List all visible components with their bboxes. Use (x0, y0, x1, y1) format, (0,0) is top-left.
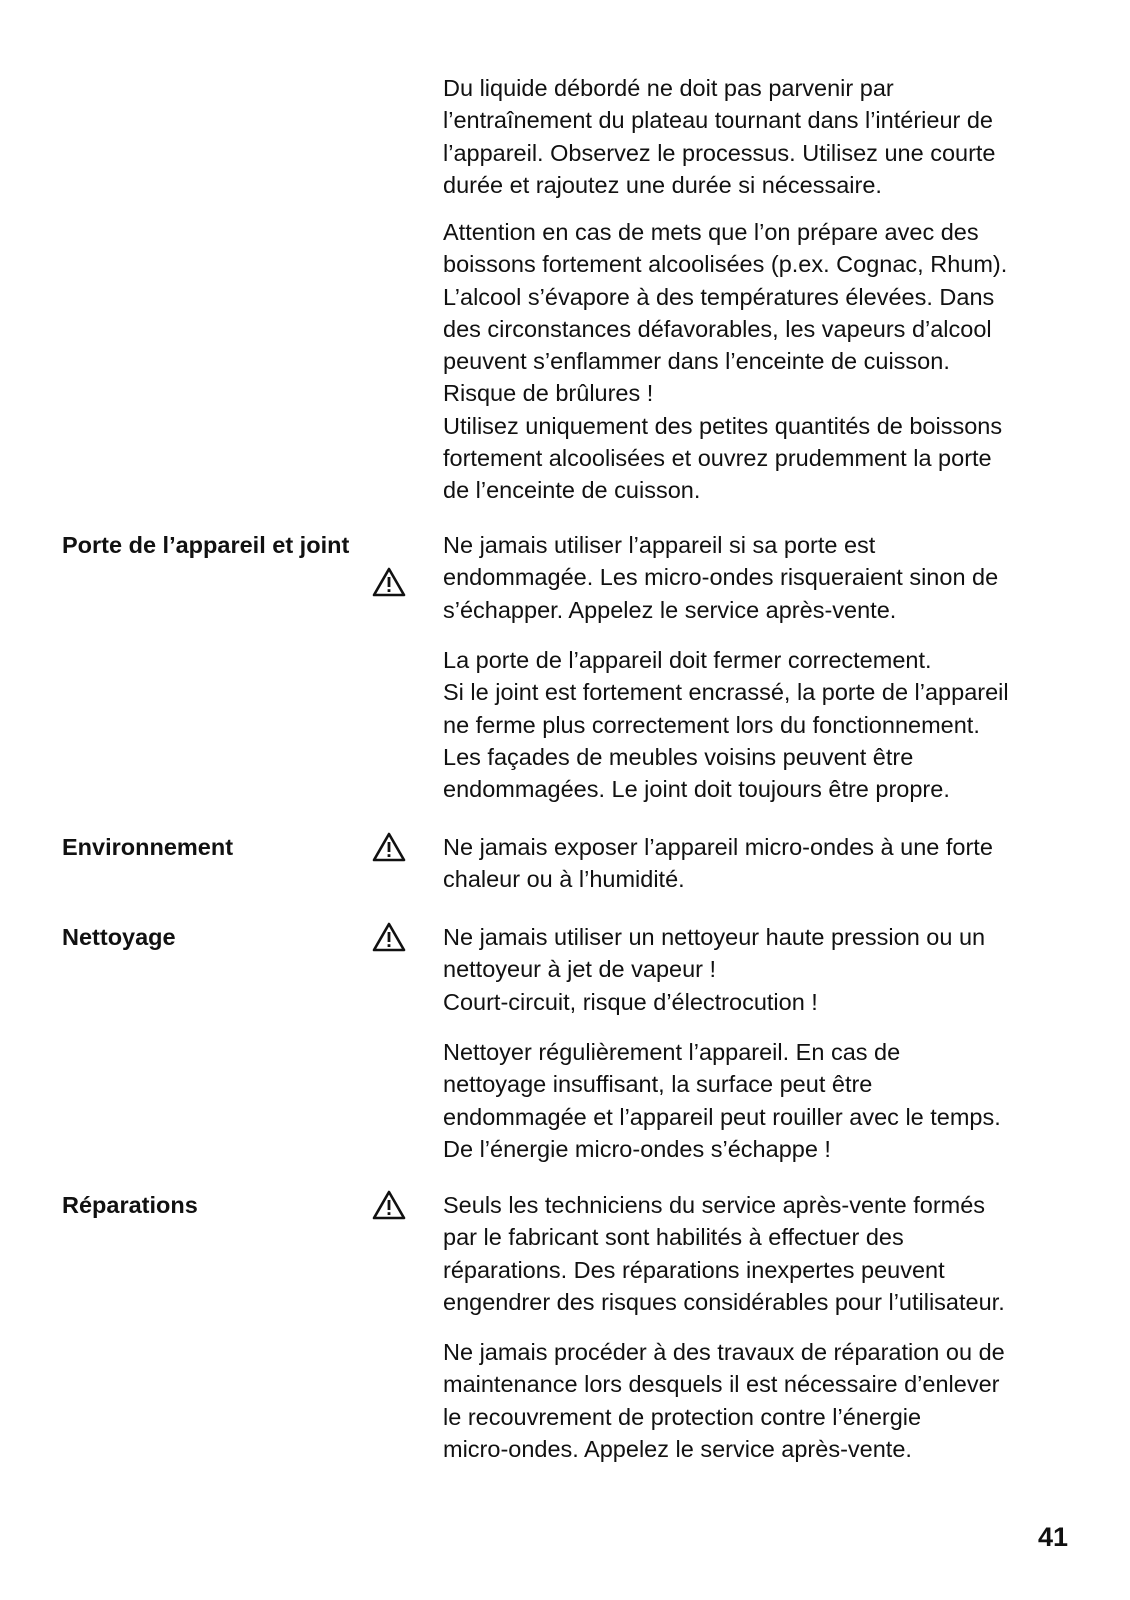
warning-triangle-icon (371, 831, 407, 863)
warning-triangle-icon (371, 921, 407, 953)
intro-paragraph-2: Attention en cas de mets que l’on prépare avec des boissons fortement alcoolisées (p.ex. Cognac, Rhum). L’alcool s’évapore à des températures élevées. Dans des circonstances défavorables, les vapeurs d’alcool peuvent s’enflammer dans l’enceinte de cuisson. Risque de brûlures ! Utilisez uniquement des petites quantités de boissons fortement alcoolisées et ouvrez prudemment la porte de l’enceinte de cuisson. (443, 219, 1008, 504)
warning-triangle-icon (371, 566, 407, 598)
porte-paragraph-2: La porte de l’appareil doit fermer correctement. Si le joint est fortement encrassé, la porte de l’appareil ne ferme plus correctement lors du fonctionnement. Les façades de meubles voisins peuvent être endommagées. Le joint doit toujours être propre. (443, 647, 1009, 803)
porte-paragraph-1: Ne jamais utiliser l’appareil si sa porte est endommagée. Les micro-ondes risqueraient sinon de s’échapper. Appelez le service après-vente. (443, 532, 999, 623)
page-number: 41 (1037, 1522, 1068, 1552)
reparations-paragraph-2: Ne jamais procéder à des travaux de réparation ou de maintenance lors desquels il est nécessaire d’enlever le recouvrement de protection contre l’énergie micro-ondes. Appelez le service après-vente. (443, 1339, 1005, 1462)
warning-triangle-icon (371, 1189, 407, 1221)
intro-paragraph-1: Du liquide débordé ne doit pas parvenir par l’entraînement du plateau tournant dans l’intérieur de l’appareil. Observez le processus. Utilisez une courte durée et rajoutez une durée si nécessaire. (443, 75, 996, 198)
nettoyage-paragraph-2: Nettoyer régulièrement l’appareil. En cas de nettoyage insuffisant, la surface peut être endommagée et l’appareil peut rouiller avec le temps. De l’énergie micro-ondes s’échappe ! (443, 1039, 1001, 1162)
reparations-paragraph-1: Seuls les techniciens du service après-vente formés par le fabricant sont habilités à effectuer des réparations. Des réparations inexpertes peuvent engendrer des risques considérables pour l’utilisateur. (443, 1192, 1005, 1315)
heading-nettoyage: Nettoyage (62, 924, 176, 950)
heading-environnement: Environnement (62, 834, 234, 860)
heading-reparations: Réparations (62, 1192, 198, 1218)
environnement-paragraph-1: Ne jamais exposer l’appareil micro-ondes à une forte chaleur ou à l’humidité. (443, 834, 993, 893)
nettoyage-paragraph-1: Ne jamais utiliser un nettoyeur haute pression ou un nettoyeur à jet de vapeur ! Court-circuit, risque d’électrocution ! (443, 924, 986, 1015)
heading-porte: Porte de l’appareil et joint (62, 532, 350, 558)
